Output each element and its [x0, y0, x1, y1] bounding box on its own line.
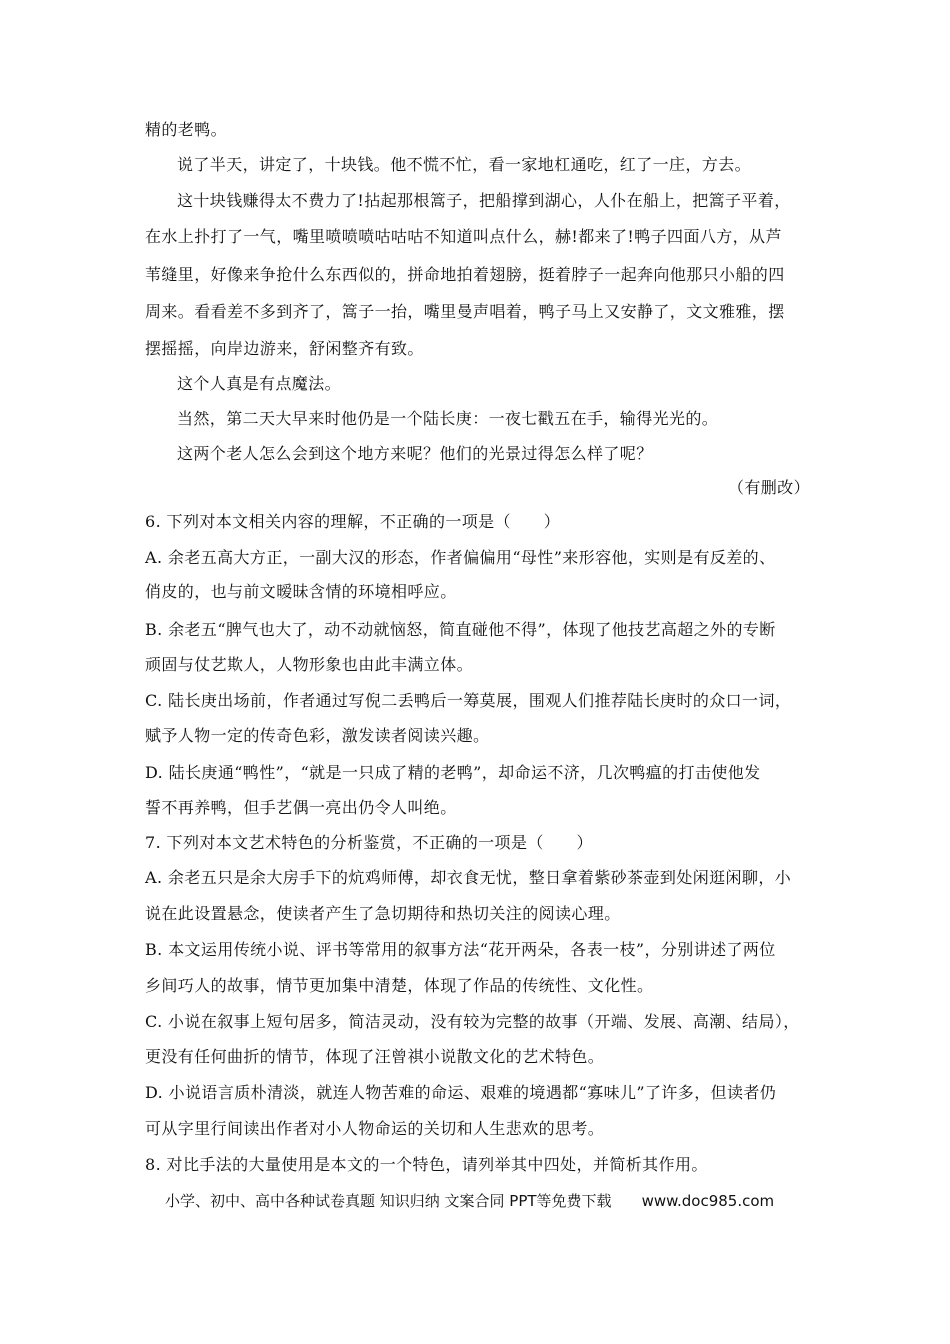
passage-line: 摆摇摇，向岸边游来，舒闲整齐有致。	[145, 339, 424, 358]
passage-line: 当然，第二天大早来时他仍是一个陆长庚：一夜七戳五在手，输得光光的。	[177, 409, 719, 428]
footer	[165, 1190, 774, 1211]
question-6-option-d: D. 陆长庚通“鸭性”，“就是一只成了精的老鸭”，却命运不济，几次鸭瘟的打击使他发	[145, 763, 761, 782]
question-6-option-c-cont: 赋予人物一定的传奇色彩，激发读者阅读兴趣。	[145, 726, 490, 745]
question-6-option-b: B. 余老五“脾气也大了，动不动就恼怒，简直碰他不得”，体现了他技艺高超之外的专断	[145, 620, 776, 639]
question-8-stem: 8. 对比手法的大量使用是本文的一个特色，请列举其中四处，并简析其作用。	[145, 1155, 708, 1174]
question-7-option-c: C. 小说在叙事上短句居多，简洁灵动，没有较为完整的故事（开端、发展、高潮、结局），	[145, 1012, 800, 1031]
question-6-option-d-cont: 誓不再养鸭，但手艺偶一亮出仍令人叫绝。	[145, 798, 457, 817]
question-6-option-c: C. 陆长庚出场前，作者通过写倪二丢鸭后一筹莫展，围观人们推荐陆长庚时的众口一词，	[145, 691, 792, 710]
question-7-option-b: B. 本文运用传统小说、评书等常用的叙事方法“花开两朵，各表一枝”，分别讲述了两位	[145, 940, 776, 959]
passage-line: 这两个老人怎么会到这个地方来呢？他们的光景过得怎么样了呢？	[177, 444, 653, 463]
passage-line: 周来。看看差不多到齐了，篙子一抬，嘴里曼声唱着，鸭子马上又安静了，文文雅雅，摆	[145, 302, 785, 321]
question-6-option-a: A. 余老五高大方正，一副大汉的形态，作者偏偏用“母性”来形容他，实则是有反差的、	[145, 548, 776, 567]
question-7-option-d-cont: 可从字里行间读出作者对小人物命运的关切和人生悲欢的思考。	[145, 1119, 605, 1138]
question-6-stem: 6. 下列对本文相关内容的理解，不正确的一项是（ ）	[145, 512, 561, 531]
question-7-option-b-cont: 乡间巧人的故事，情节更加集中清楚，体现了作品的传统性、文化性。	[145, 976, 654, 995]
passage-line: 苇缝里，好像来争抢什么东西似的，拼命地拍着翅膀，挺着脖子一起奔向他那只小船的四	[145, 265, 785, 284]
footer-link[interactable]: www.doc985.com	[641, 1192, 775, 1210]
passage-line: 这十块钱赚得太不费力了!拈起那根篙子，把船撑到湖心，人仆在船上，把篙子平着，	[177, 191, 791, 210]
passage-line: 精的老鸭。	[145, 120, 228, 139]
question-7-stem: 7. 下列对本文艺术特色的分析鉴赏，不正确的一项是（ ）	[145, 833, 593, 852]
question-6-option-b-cont: 顽固与仗艺欺人，人物形象也由此丰满立体。	[145, 655, 474, 674]
question-7-option-a-cont: 说在此设置悬念，使读者产生了急切期待和热切关注的阅读心理。	[145, 904, 621, 923]
question-7-option-d: D. 小说语言质朴清淡，就连人物苦难的命运、艰难的境遇都“寡味儿”了许多，但读者仍	[145, 1083, 777, 1102]
footer-text: 小学、初中、高中各种试卷真题 知识归纳 文案合同 PPT等免费下载	[165, 1192, 612, 1210]
question-7-option-c-cont: 更没有任何曲折的情节，体现了汪曾祺小说散文化的艺术特色。	[145, 1047, 605, 1066]
passage-line: 这个人真是有点魔法。	[177, 374, 342, 393]
question-7-option-a: A. 余老五只是余大房手下的炕鸡师傅，却衣食无忧，整日拿着紫砂茶壶到处闲逛闲聊，小	[145, 868, 792, 887]
question-6-option-a-cont: 俏皮的，也与前文暧昧含情的环境相呼应。	[145, 582, 457, 601]
passage-line: 说了半天，讲定了，十块钱。他不慌不忙，看一家地杠通吃，红了一庄，方去。	[177, 155, 752, 174]
passage-line: 在水上扑打了一气，嘴里喷喷喷咕咕咕不知道叫点什么，赫!都来了!鸭子四面八方，从芦	[145, 227, 782, 246]
source-note: （有删改）	[727, 478, 810, 497]
